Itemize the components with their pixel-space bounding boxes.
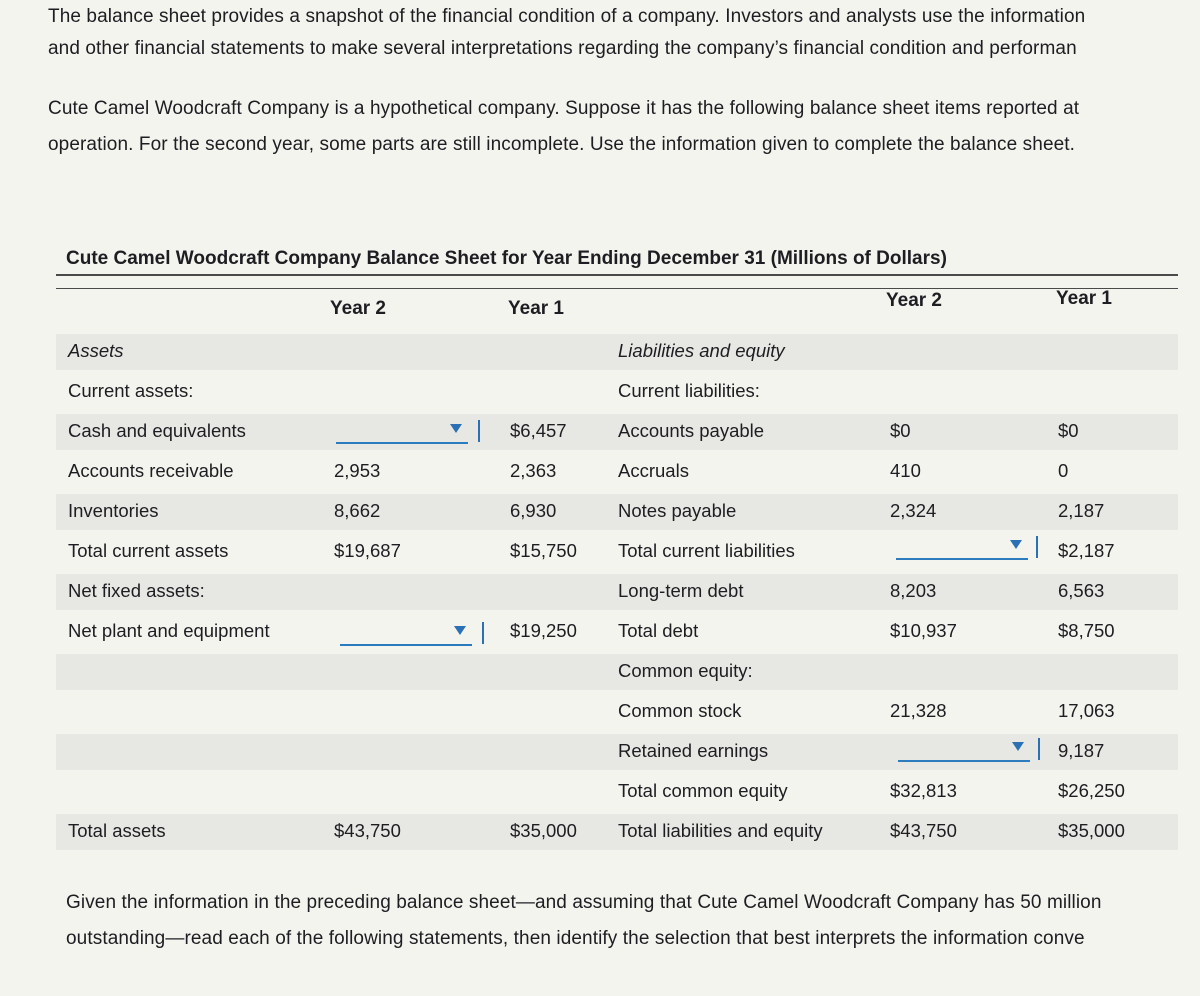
dropdown-separator	[478, 420, 480, 442]
liab-year1-header: Year 1	[1056, 288, 1112, 309]
row-band	[56, 574, 1178, 610]
cell-ry1: $8,750	[1058, 620, 1115, 641]
total-current-liabilities-year2-dropdown[interactable]	[896, 534, 1028, 560]
cell-right: Common equity:	[618, 660, 753, 681]
cell-ry1: $0	[1058, 420, 1079, 441]
dropdown-separator	[482, 622, 484, 644]
row-band	[56, 654, 1178, 690]
cell-right: Common stock	[618, 700, 742, 721]
intro-line-4: operation. For the second year, some parts are still incomplete. Use the information given to complete the balance sheet.	[48, 134, 1076, 155]
cell-left: Inventories	[68, 500, 159, 521]
outro-line-1: Given the information in the preceding balance sheet—and assuming that Cute Camel Woodcraft Company has 50 million	[66, 892, 1102, 913]
cell-ry1: 0	[1058, 460, 1069, 481]
title-rule-2	[56, 288, 1178, 289]
cell-ry2: 21,328	[890, 700, 947, 721]
cell-right: Retained earnings	[618, 740, 769, 761]
title-rule	[56, 274, 1178, 276]
cell-left: Net plant and equipment	[68, 620, 270, 641]
cell-ly1: 2,363	[510, 460, 557, 481]
cell-right: Accounts payable	[618, 420, 765, 441]
cell-left: Net fixed assets:	[68, 580, 205, 601]
liab-year2-header: Year 2	[886, 290, 942, 311]
cell-ly2: $43,750	[334, 820, 401, 841]
cell-ly1: $19,250	[510, 620, 577, 641]
cell-right: Total debt	[618, 620, 699, 641]
cell-ly2: $19,687	[334, 540, 401, 561]
cell-left: Total assets	[68, 820, 166, 841]
dropdown-separator	[1036, 536, 1038, 558]
cell-ry1: 17,063	[1058, 700, 1115, 721]
cell-ly1: $6,457	[510, 420, 567, 441]
net-plant-year2-dropdown[interactable]	[340, 620, 472, 646]
cell-ry1: $35,000	[1058, 820, 1125, 841]
cell-left: Accounts receivable	[68, 460, 234, 481]
assets-year1-header: Year 1	[508, 298, 564, 319]
cell-ry1: $2,187	[1058, 540, 1115, 561]
balance-sheet-title: Cute Camel Woodcraft Company Balance Sheet for Year Ending December 31 (Millions of Dollars)	[66, 248, 947, 269]
cell-left: Total current assets	[68, 540, 229, 561]
dropdown-separator	[1038, 738, 1040, 760]
cell-right: Notes payable	[618, 500, 737, 521]
intro-line-2: and other financial statements to make several interpretations regarding the company’s financial condition and performan	[48, 38, 1077, 59]
chevron-down-icon	[454, 626, 466, 635]
cell-ly1: 6,930	[510, 500, 557, 521]
cell-ry1: $26,250	[1058, 780, 1125, 801]
outro-line-2: outstanding—read each of the following statements, then identify the selection that best interprets the information conve	[66, 928, 1085, 949]
cell-right: Total common equity	[618, 780, 788, 801]
chevron-down-icon	[1010, 540, 1022, 549]
cell-left: Current assets:	[68, 380, 194, 401]
chevron-down-icon	[1012, 742, 1024, 751]
cell-left: Assets	[68, 340, 124, 361]
cell-ry1: 6,563	[1058, 580, 1105, 601]
retained-earnings-year2-dropdown[interactable]	[898, 736, 1030, 762]
cell-ly2: 8,662	[334, 500, 381, 521]
cell-ly1: $15,750	[510, 540, 577, 561]
row-band	[56, 814, 1178, 850]
cell-ry2: 8,203	[890, 580, 937, 601]
cell-ry2: $32,813	[890, 780, 957, 801]
cell-ry2: 2,324	[890, 500, 937, 521]
assets-year2-header: Year 2	[330, 298, 386, 319]
cell-ry2: 410	[890, 460, 921, 481]
cell-ry2: $43,750	[890, 820, 957, 841]
cell-ry2: $0	[890, 420, 911, 441]
cell-ry1: 9,187	[1058, 740, 1105, 761]
cell-right: Long-term debt	[618, 580, 744, 601]
cash-year2-dropdown[interactable]	[336, 418, 468, 444]
intro-line-3: Cute Camel Woodcraft Company is a hypothetical company. Suppose it has the following balance sheet items reported at	[48, 98, 1080, 119]
row-band	[56, 334, 1178, 370]
cell-right: Total liabilities and equity	[618, 820, 823, 841]
cell-ry2: $10,937	[890, 620, 957, 641]
chevron-down-icon	[450, 424, 462, 433]
cell-right: Current liabilities:	[618, 380, 760, 401]
cell-right: Total current liabilities	[618, 540, 795, 561]
cell-right: Accruals	[618, 460, 689, 481]
cell-ry1: 2,187	[1058, 500, 1105, 521]
cell-ly2: 2,953	[334, 460, 381, 481]
cell-ly1: $35,000	[510, 820, 577, 841]
row-band	[56, 494, 1178, 530]
cell-left: Cash and equivalents	[68, 420, 246, 441]
cell-right: Liabilities and equity	[618, 340, 785, 361]
intro-line-1: The balance sheet provides a snapshot of the financial condition of a company. Investors and analysts use the information	[48, 6, 1086, 27]
